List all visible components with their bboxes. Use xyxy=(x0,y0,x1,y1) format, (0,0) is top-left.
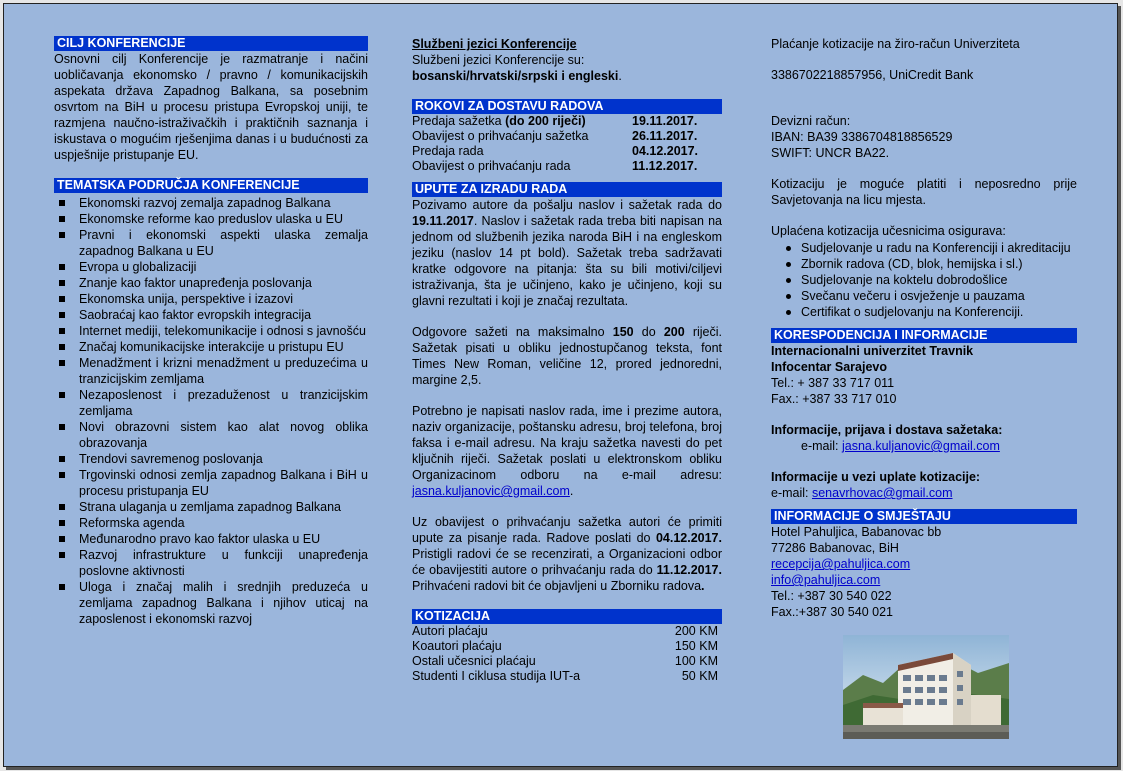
rok-row: Predaja rada 04.12.2017. xyxy=(412,144,722,159)
jezici-line1: Službeni jezici Konferencije su: xyxy=(412,53,585,67)
rok-date: 11.12.2017. xyxy=(632,159,698,173)
benefit-item: Sudjelovanje u radu na Konferenciji i akreditaciju xyxy=(771,240,1077,256)
cilj-heading: CILJ KONFERENCIJE xyxy=(54,36,368,51)
jezici-heading: Službeni jezici Konferencije xyxy=(412,37,577,51)
upute-p4: Uz obavijest o prihvaćanju sažetka autori će primiti upute za pisanje rada. Radove poslati do 04.12.2017. Pristigli radovi će se recenzirati, a Organizacioni odbor će obavijestiti autore o prihvaćanju rada do 11.12.2017. Prihvaćeni radovi bit će objavljeni u Zborniku radova. xyxy=(412,515,722,593)
rok-date: 19.11.2017. xyxy=(632,114,698,128)
column-middle xyxy=(412,36,722,684)
kotizacija-row: Studenti I ciklusa studija IUT-a 50 KM xyxy=(412,669,718,683)
topic-item: Nezaposlenost i prezaduženost u tranzicijskim zemljama xyxy=(54,387,368,419)
column-right xyxy=(771,36,1077,620)
email-line-1: e-mail: jasna.kuljanovic@gmail.com xyxy=(801,439,1000,453)
email-link-recepcija[interactable]: recepcija@pahuljica.com xyxy=(771,557,911,571)
topic-item: Saobraćaj kao faktor evropskih integracija xyxy=(54,307,368,323)
topic-item: Razvoj infrastrukture u funkciji unapređenja poslovne aktivnosti xyxy=(54,547,368,579)
racun-text: 3386702218857956, UniCredit Bank xyxy=(771,68,974,82)
topic-item: Značaj komunikacijske interakcije u pristupu EU xyxy=(54,339,368,355)
kotizacija-table xyxy=(412,624,722,684)
rok-date: 26.11.2017. xyxy=(632,129,698,143)
korespodencija-heading: KORESPODENCIJA I INFORMACIJE xyxy=(771,328,1077,343)
devizni-label: Devizni račun: xyxy=(771,114,851,128)
topic-item: Reformska agenda xyxy=(54,515,368,531)
univerzitet-name: Internacionalni univerzitet Travnik xyxy=(771,344,974,358)
iban-text: IBAN: BA39 3386704818856529 xyxy=(771,130,953,144)
benefit-item: Certifikat o sudjelovanju na Konferenciji. xyxy=(771,304,1077,320)
osigurava-label: Uplaćena kotizacija učesnicima osigurava: xyxy=(771,224,1006,238)
benefit-item: Svečanu večeru i osvježenje u pauzama xyxy=(771,288,1077,304)
infocentar-name: Infocentar Sarajevo xyxy=(771,360,888,374)
rokovi-table xyxy=(412,114,722,174)
placanje-text: Plaćanje kotizacije na žiro-račun Univerziteta xyxy=(771,37,1020,51)
topic-item: Novi obrazovni sistem kao alat novog oblika obrazovanja xyxy=(54,419,368,451)
fax-text: Fax.: +387 33 717 010 xyxy=(771,392,897,406)
topic-item: Pravni i ekonomski aspekti ulaska zemalja zapadnog Balkana u EU xyxy=(54,227,368,259)
info-prijava-label: Informacije, prijava i dostava sažetaka: xyxy=(771,423,1003,437)
email-link-info[interactable]: info@pahuljica.com xyxy=(771,573,881,587)
info-uplata-label: Informacije u vezi uplate kotizacije: xyxy=(771,470,981,484)
topic-item: Znanje kao faktor unapređenja poslovanja xyxy=(54,275,368,291)
tematska-heading: TEMATSKA PODRUČJA KONFERENCIJE xyxy=(54,178,368,193)
topic-item: Internet mediji, telekomunikacije i odnosi s javnošću xyxy=(54,323,368,339)
rok-row: Obavijest o prihvaćanju rada 11.12.2017. xyxy=(412,159,722,174)
kotizacija-row: Koautori plaćaju 150 KM xyxy=(412,639,718,653)
benefits-list xyxy=(771,240,1077,320)
topic-item: Međunarodno pravo kao faktor ulaska u EU xyxy=(54,531,368,547)
hotel-address: 77286 Babanovac, BiH xyxy=(771,541,899,555)
topic-item: Ekonomske reforme kao preduslov ulaska u EU xyxy=(54,211,368,227)
topic-item: Ekonomski razvoj zemalja zapadnog Balkana xyxy=(54,195,368,211)
topic-item: Ekonomska unija, perspektive i izazovi xyxy=(54,291,368,307)
kotizacija-heading: KOTIZACIJA xyxy=(412,609,722,624)
upute-heading: UPUTE ZA IZRADU RADA xyxy=(412,182,722,197)
upute-p1: Pozivamo autore da pošalju naslov i sažetak rada do 19.11.2017. Naslov i sažetak rada treba biti napisan na jednom od službenih jezika naroda BiH i na engleskom jeziku (naslov 14 pt bold). Sažetak treba sadržavati kratke odgovore na pitanja: šta su bili motivi/ciljevi istraživanja, šta je učinjeno, kako je učinjeno, koji su glavni rezultati i koji je značaj rezultata. xyxy=(412,198,722,308)
kotizacija-row: Autori plaćaju 200 KM xyxy=(412,624,718,638)
kotizacija-info: Kotizaciju je moguće platiti i neposredno prije Savjetovanja na licu mjesta. xyxy=(771,177,1077,207)
topic-item: Trendovi savremenog poslovanja xyxy=(54,451,368,467)
rok-row: Predaja sažetka (do 200 riječi) 19.11.2017. xyxy=(412,114,722,129)
email-line-2: e-mail: senavrhovac@gmail.com xyxy=(771,486,953,500)
hotel-fax: Fax.:+387 30 540 021 xyxy=(771,605,893,619)
email-link-jasna-2[interactable]: jasna.kuljanovic@gmail.com xyxy=(841,439,1000,453)
rok-date: 04.12.2017. xyxy=(632,144,699,158)
topic-item: Uloga i značaj malih i srednjih preduzeća u zemljama zapadnog Balkana i njihov uticaj na zaposlenost i ekonomski razvoj xyxy=(54,579,368,627)
hotel-tel: Tel.: +387 30 540 022 xyxy=(771,589,892,603)
upute-p3: Potrebno je napisati naslov rada, ime i prezime autora, naziv organizacije, poštansku adresu, broj telefona, broj faksa i e-mail adresu. Na kraju sažetka navesti do pet ključnih riječi. Sažetak poslati u elektronskom obliku Organizacinom odboru na e-mail adresu: jasna.kuljanovic@gmail.com. xyxy=(412,404,722,498)
topic-item: Menadžment i krizni menadžment u preduzećima u tranzicijskim zemljama xyxy=(54,355,368,387)
tel-text: Tel.: + 387 33 717 011 xyxy=(771,376,895,390)
topics-list xyxy=(54,195,368,627)
kotizacija-row: Ostali učesnici plaćaju 100 KM xyxy=(412,654,718,668)
hotel-photo xyxy=(843,635,1009,739)
cilj-text: Osnovni cilj Konferencije je razmatranje i načini uobličavanja ekonomsko / pravno / komunikacijskih aspekata država Zapadnog Balkana, sa posebnim osvrtom na BiH u procesu pristupa Evropskoj uniji, te razmjena naučno-istraživačkih i praktičnih saznanja i iskustava o mogućim rješenjima danas i u budućnosti za uspješnije pristupanje EU. xyxy=(54,52,368,162)
column-left xyxy=(54,36,368,627)
hotel-name: Hotel Pahuljica, Babanovac bb xyxy=(771,525,942,539)
benefit-item: Sudjelovanje na koktelu dobrodošlice xyxy=(771,272,1077,288)
email-link-sena[interactable]: senavrhovac@gmail.com xyxy=(811,486,953,500)
swift-text: SWIFT: UNCR BA22. xyxy=(771,146,890,160)
topic-item: Evropa u globalizaciji xyxy=(54,259,368,275)
upute-p2: Odgovore sažeti na maksimalno 150 do 200 riječi. Sažetak pisati u obliku jednostupčanog teksta, font Times New Roman, veličine 12, prored jednoredni, margine 2,5. xyxy=(412,325,722,387)
email-link-jasna[interactable]: jasna.kuljanovic@gmail.com xyxy=(412,484,570,498)
topic-item: Trgovinski odnosi zemlja zapadnog Balkana i BiH u procesu pristupanja EU xyxy=(54,467,368,499)
jezici-line2: bosanski/hrvatski/srpski i engleski. xyxy=(412,69,622,83)
topic-item: Strana ulaganja u zemljama zapadnog Balkana xyxy=(54,499,368,515)
benefit-item: Zbornik radova (CD, blok, hemijska i sl.) xyxy=(771,256,1077,272)
smjestaj-heading: INFORMACIJE O SMJEŠTAJU xyxy=(771,509,1077,524)
rokovi-heading: ROKOVI ZA DOSTAVU RADOVA xyxy=(412,99,722,114)
rok-row: Obavijest o prihvaćanju sažetka 26.11.2017. xyxy=(412,129,722,144)
